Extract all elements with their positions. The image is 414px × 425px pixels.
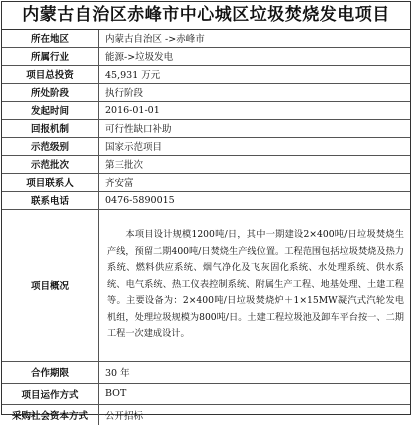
table-row bbox=[2, 119, 410, 137]
field-value-contact-phone: 0476-5890015 bbox=[99, 191, 411, 209]
table-row bbox=[2, 361, 410, 383]
table-row bbox=[2, 65, 410, 83]
field-label-start-date: 发起时间 bbox=[2, 101, 99, 119]
field-value-industry: 能源->垃圾发电 bbox=[99, 47, 411, 65]
field-value-cooperation-period: 30 年 bbox=[99, 361, 411, 383]
table-row bbox=[2, 30, 410, 47]
field-value-return-mechanism: 可行性缺口补助 bbox=[99, 119, 411, 137]
field-label-industry: 所属行业 bbox=[2, 47, 99, 65]
field-label-demo-batch: 示范批次 bbox=[2, 155, 99, 173]
field-value-stage: 执行阶段 bbox=[99, 83, 411, 101]
field-label-return-mechanism: 回报机制 bbox=[2, 119, 99, 137]
field-label-demo-level: 示范级别 bbox=[2, 137, 99, 155]
page-title: 内蒙古自治区赤峰市中心城区垃圾焚烧发电项目 bbox=[2, 2, 410, 30]
field-value-demo-batch: 第三批次 bbox=[99, 155, 411, 173]
field-value-start-date: 2016-01-01 bbox=[99, 101, 411, 119]
table-row bbox=[2, 83, 410, 101]
table-row bbox=[2, 101, 410, 119]
table-row bbox=[2, 209, 410, 361]
field-value-operation-mode: BOT bbox=[99, 383, 411, 404]
field-label-contact-person: 项目联系人 bbox=[2, 173, 99, 191]
field-label-operation-mode: 项目运作方式 bbox=[2, 383, 99, 404]
field-label-overview: 项目概况 bbox=[2, 209, 99, 361]
field-label-stage: 所处阶段 bbox=[2, 83, 99, 101]
table-row bbox=[2, 47, 410, 65]
project-info-table bbox=[2, 30, 410, 425]
field-label-total-investment: 项目总投资 bbox=[2, 65, 99, 83]
field-label-contact-phone: 联系电话 bbox=[2, 191, 99, 209]
field-value-contact-person: 齐安富 bbox=[99, 173, 411, 191]
field-label-region: 所在地区 bbox=[2, 30, 99, 47]
field-value-region: 内蒙古自治区 ->赤峰市 bbox=[99, 30, 411, 47]
field-value-procurement-method: 公开招标 bbox=[99, 404, 411, 425]
table-row bbox=[2, 173, 410, 191]
table-row bbox=[2, 383, 410, 404]
field-value-overview: 本项目设计规模1200吨/日，其中一期建设2×400吨/日垃圾焚烧生产线，预留二期400吨/日焚烧生产线位置。工程范围包括垃圾焚烧及热力系统、燃料供应系统、烟气净化及飞灰固化系统、水处理系统、供水系统、电气系统、热工仪表控制系统、附属生产工程、地基处理、土建工程等。主要设备为：2×400吨/日垃圾焚烧炉＋1×15MW凝汽式汽轮发电机组，处理垃圾规模为800吨/日。土建工程垃圾池及卸车平台按一、二期工程一次建成设计。 bbox=[99, 209, 411, 361]
table-row bbox=[2, 191, 410, 209]
field-label-procurement-method: 采购社会资本方式 bbox=[2, 404, 99, 425]
table-row bbox=[2, 404, 410, 425]
field-value-total-investment: 45,931 万元 bbox=[99, 65, 411, 83]
table-row bbox=[2, 155, 410, 173]
field-value-demo-level: 国家示范项目 bbox=[99, 137, 411, 155]
project-info-sheet bbox=[1, 1, 411, 422]
field-label-cooperation-period: 合作期限 bbox=[2, 361, 99, 383]
table-row bbox=[2, 137, 410, 155]
